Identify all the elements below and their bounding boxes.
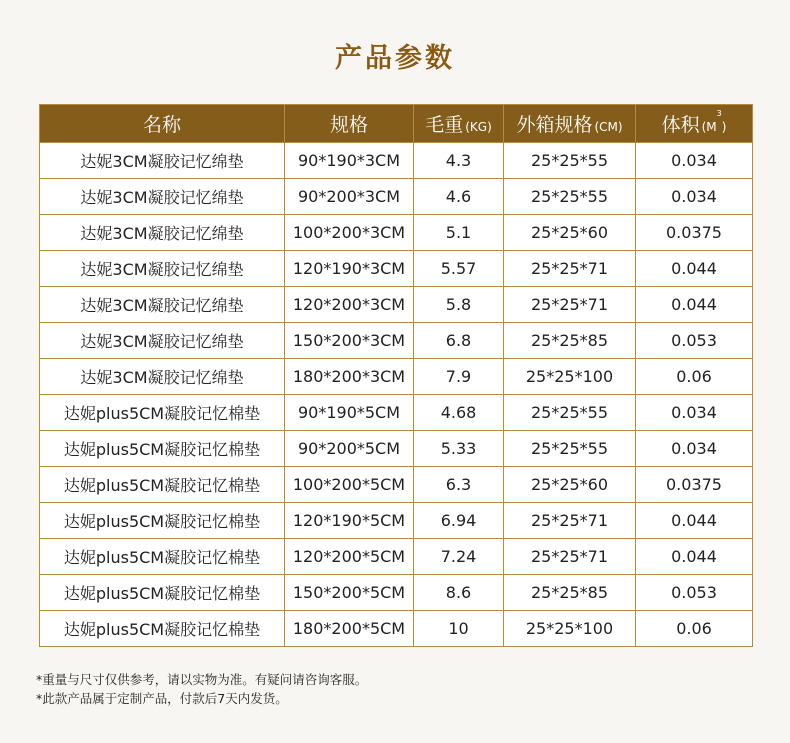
cell-weight: 7.9 [414,359,504,395]
cell-volume: 0.06 [636,359,753,395]
cell-box-size: 25*25*55 [504,143,636,179]
cell-name: 达妮plus5CM凝胶记忆棉垫 [40,467,285,503]
cell-spec: 150*200*5CM [285,575,414,611]
cell-spec: 90*200*5CM [285,431,414,467]
cell-spec: 100*200*5CM [285,467,414,503]
table-row [40,251,753,287]
cell-spec: 90*190*3CM [285,143,414,179]
cell-volume: 0.034 [636,179,753,215]
note-custom-product: *此款产品属于定制产品，付款后7天内发货。 [36,691,288,706]
cell-box-size: 25*25*71 [504,503,636,539]
cell-spec: 90*200*3CM [285,179,414,215]
cell-spec: 100*200*3CM [285,215,414,251]
cell-volume: 0.053 [636,323,753,359]
cell-spec: 120*200*5CM [285,539,414,575]
table-row [40,395,753,431]
cell-volume: 0.044 [636,503,753,539]
cell-name: 达妮plus5CM凝胶记忆棉垫 [40,431,285,467]
cell-box-size: 25*25*55 [504,431,636,467]
volume-unit: $(M^3)$ [701,109,727,134]
cell-volume: 0.053 [636,575,753,611]
cell-box-size: 25*25*60 [504,467,636,503]
table-row [40,323,753,359]
cell-weight: 6.94 [414,503,504,539]
cell-spec: 180*200*5CM [285,611,414,647]
cell-volume: 0.0375 [636,467,753,503]
cell-weight: 5.57 [414,251,504,287]
table-row [40,215,753,251]
table-row [40,143,753,179]
header-name: 名称 [40,105,285,143]
cell-weight: 4.3 [414,143,504,179]
cell-name: 达妮plus5CM凝胶记忆棉垫 [40,575,285,611]
cell-name: 达妮3CM凝胶记忆绵垫 [40,323,285,359]
box-unit: (CM) [594,120,623,134]
cell-volume: 0.06 [636,611,753,647]
cell-weight: 8.6 [414,575,504,611]
note-weight-disclaimer: *重量与尺寸仅供参考，请以实物为准。有疑问请咨询客服。 [36,672,368,687]
cell-weight: 7.24 [414,539,504,575]
cell-weight: 4.68 [414,395,504,431]
page-title: 产品参数 [335,43,455,74]
table-row [40,287,753,323]
cell-name: 达妮plus5CM凝胶记忆棉垫 [40,503,285,539]
cell-spec: 180*200*3CM [285,359,414,395]
cell-volume: 0.034 [636,395,753,431]
cell-weight: 6.8 [414,323,504,359]
cell-volume: 0.034 [636,431,753,467]
cell-weight: 10 [414,611,504,647]
cell-box-size: 25*25*60 [504,215,636,251]
table-row [40,431,753,467]
header-spec: 规格 [285,105,414,143]
table-row [40,179,753,215]
cell-spec: 90*190*5CM [285,395,414,431]
cell-name: 达妮3CM凝胶记忆绵垫 [40,143,285,179]
cell-name: 达妮plus5CM凝胶记忆棉垫 [40,611,285,647]
product-spec-table [39,104,753,647]
cell-box-size: 25*25*100 [504,359,636,395]
cell-box-size: 25*25*85 [504,323,636,359]
cell-name: 达妮3CM凝胶记忆绵垫 [40,251,285,287]
cell-box-size: 25*25*55 [504,179,636,215]
table-row [40,575,753,611]
cell-volume: 0.044 [636,539,753,575]
header-weight: 毛重 (KG) [414,105,504,143]
cell-spec: 120*200*3CM [285,287,414,323]
cell-box-size: 25*25*100 [504,611,636,647]
cell-box-size: 25*25*71 [504,251,636,287]
header-volume: 体积 $(M^3)$ [636,105,753,143]
table-row [40,539,753,575]
cell-volume: 0.034 [636,143,753,179]
cell-name: 达妮plus5CM凝胶记忆棉垫 [40,539,285,575]
cell-name: 达妮plus5CM凝胶记忆棉垫 [40,395,285,431]
cell-name: 达妮3CM凝胶记忆绵垫 [40,287,285,323]
table-row [40,503,753,539]
cell-weight: 6.3 [414,467,504,503]
header-box-size: 外箱规格 (CM) [504,105,636,143]
table-header-row [40,105,753,143]
table-row [40,467,753,503]
cell-spec: 150*200*3CM [285,323,414,359]
cell-box-size: 25*25*85 [504,575,636,611]
cell-name: 达妮3CM凝胶记忆绵垫 [40,215,285,251]
cell-volume: 0.0375 [636,215,753,251]
cell-weight: 5.8 [414,287,504,323]
cell-weight: 5.33 [414,431,504,467]
cell-box-size: 25*25*55 [504,395,636,431]
cell-weight: 4.6 [414,179,504,215]
cell-spec: 120*190*3CM [285,251,414,287]
weight-unit: (KG) [465,120,492,134]
cell-name: 达妮3CM凝胶记忆绵垫 [40,179,285,215]
cell-volume: 0.044 [636,287,753,323]
table-row [40,611,753,647]
cell-weight: 5.1 [414,215,504,251]
table-row [40,359,753,395]
cell-spec: 120*190*5CM [285,503,414,539]
cell-box-size: 25*25*71 [504,539,636,575]
cell-box-size: 25*25*71 [504,287,636,323]
cell-volume: 0.044 [636,251,753,287]
cell-name: 达妮3CM凝胶记忆绵垫 [40,359,285,395]
notes [36,670,756,708]
